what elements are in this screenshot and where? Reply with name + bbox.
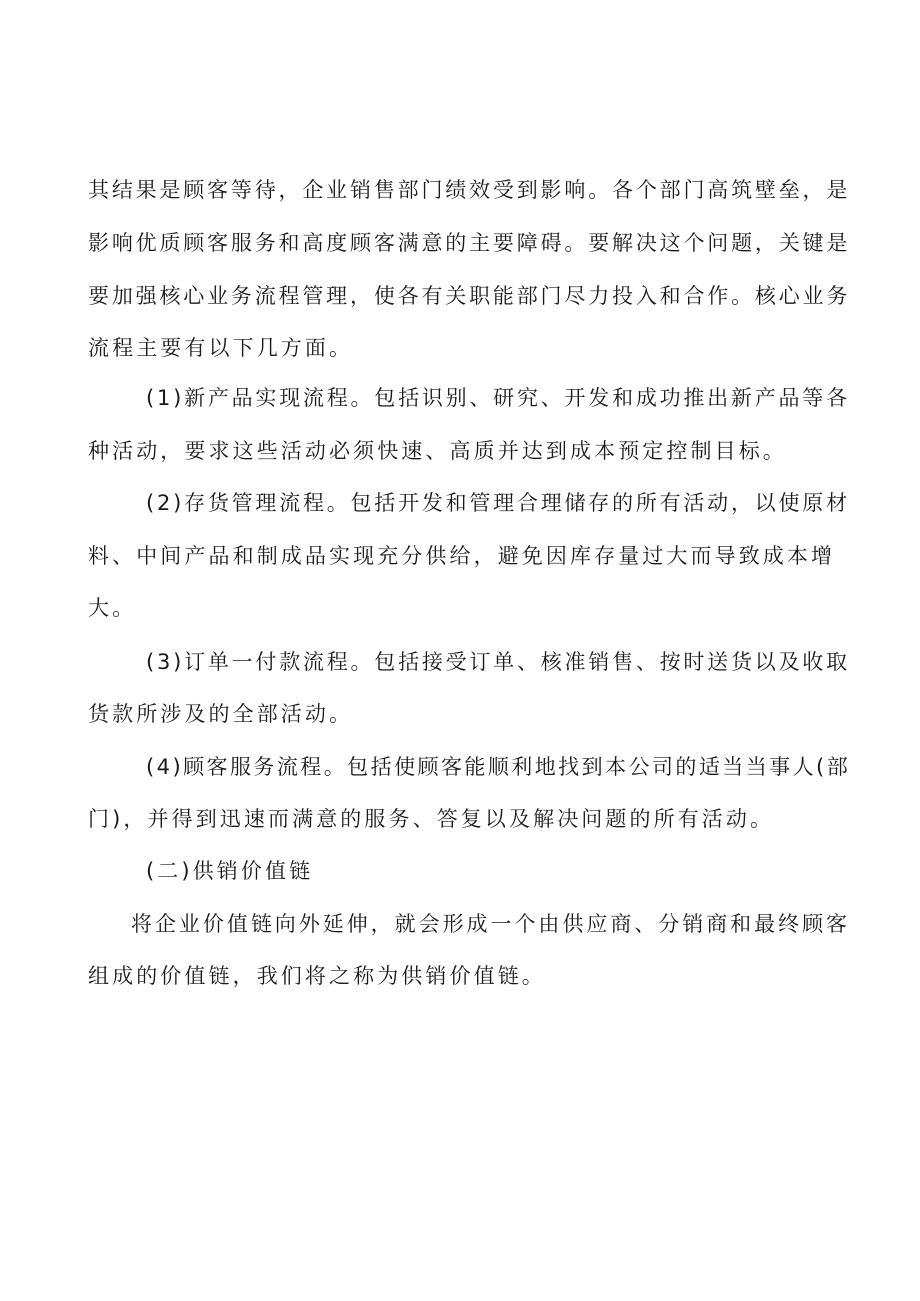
text-line: 门)，并得到迅速而满意的服务、答复以及解决问题的所有活动。 [88, 807, 775, 831]
text-line: (4)顾客服务流程。包括使顾客能顺利地找到本公司的适当当事人(部 [146, 755, 851, 779]
text-line: 流程主要有以下几方面。 [88, 336, 354, 360]
text-line: 要加强核心业务流程管理，使各有关职能部门尽力投入和合作。核心业务 [88, 284, 851, 308]
text-line: (3)订单一付款流程。包括接受订单、核准销售、按时送货以及收取 [146, 650, 850, 674]
text-line: 将企业价值链向外延伸，就会形成一个由供应商、分销商和最终顾客 [131, 912, 850, 936]
text-line: 组成的价值链，我们将之称为供销价值链。 [88, 964, 546, 988]
text-line: (2)存货管理流程。包括开发和管理合理储存的所有活动，以使原材 [146, 491, 850, 515]
text-line: 种活动，要求这些活动必须快速、高质并达到成本预定控制目标。 [88, 439, 787, 463]
text-line: 其结果是顾客等待，企业销售部门绩效受到影响。各个部门高筑壁垒，是 [88, 178, 851, 202]
text-line: 货款所涉及的全部活动。 [88, 702, 354, 726]
text-line: 大。 [88, 596, 137, 620]
text-line: 影响优质顾客服务和高度顾客满意的主要障碍。要解决这个问题，关键是 [88, 231, 851, 255]
section-heading: (二)供销价值链 [146, 859, 314, 883]
text-line: (1)新产品实现流程。包括识别、研究、开发和成功推出新产品等各 [146, 386, 850, 410]
text-line: 料、中间产品和制成品实现充分供给，避免因库存量过大而导致成本增 [88, 544, 836, 568]
